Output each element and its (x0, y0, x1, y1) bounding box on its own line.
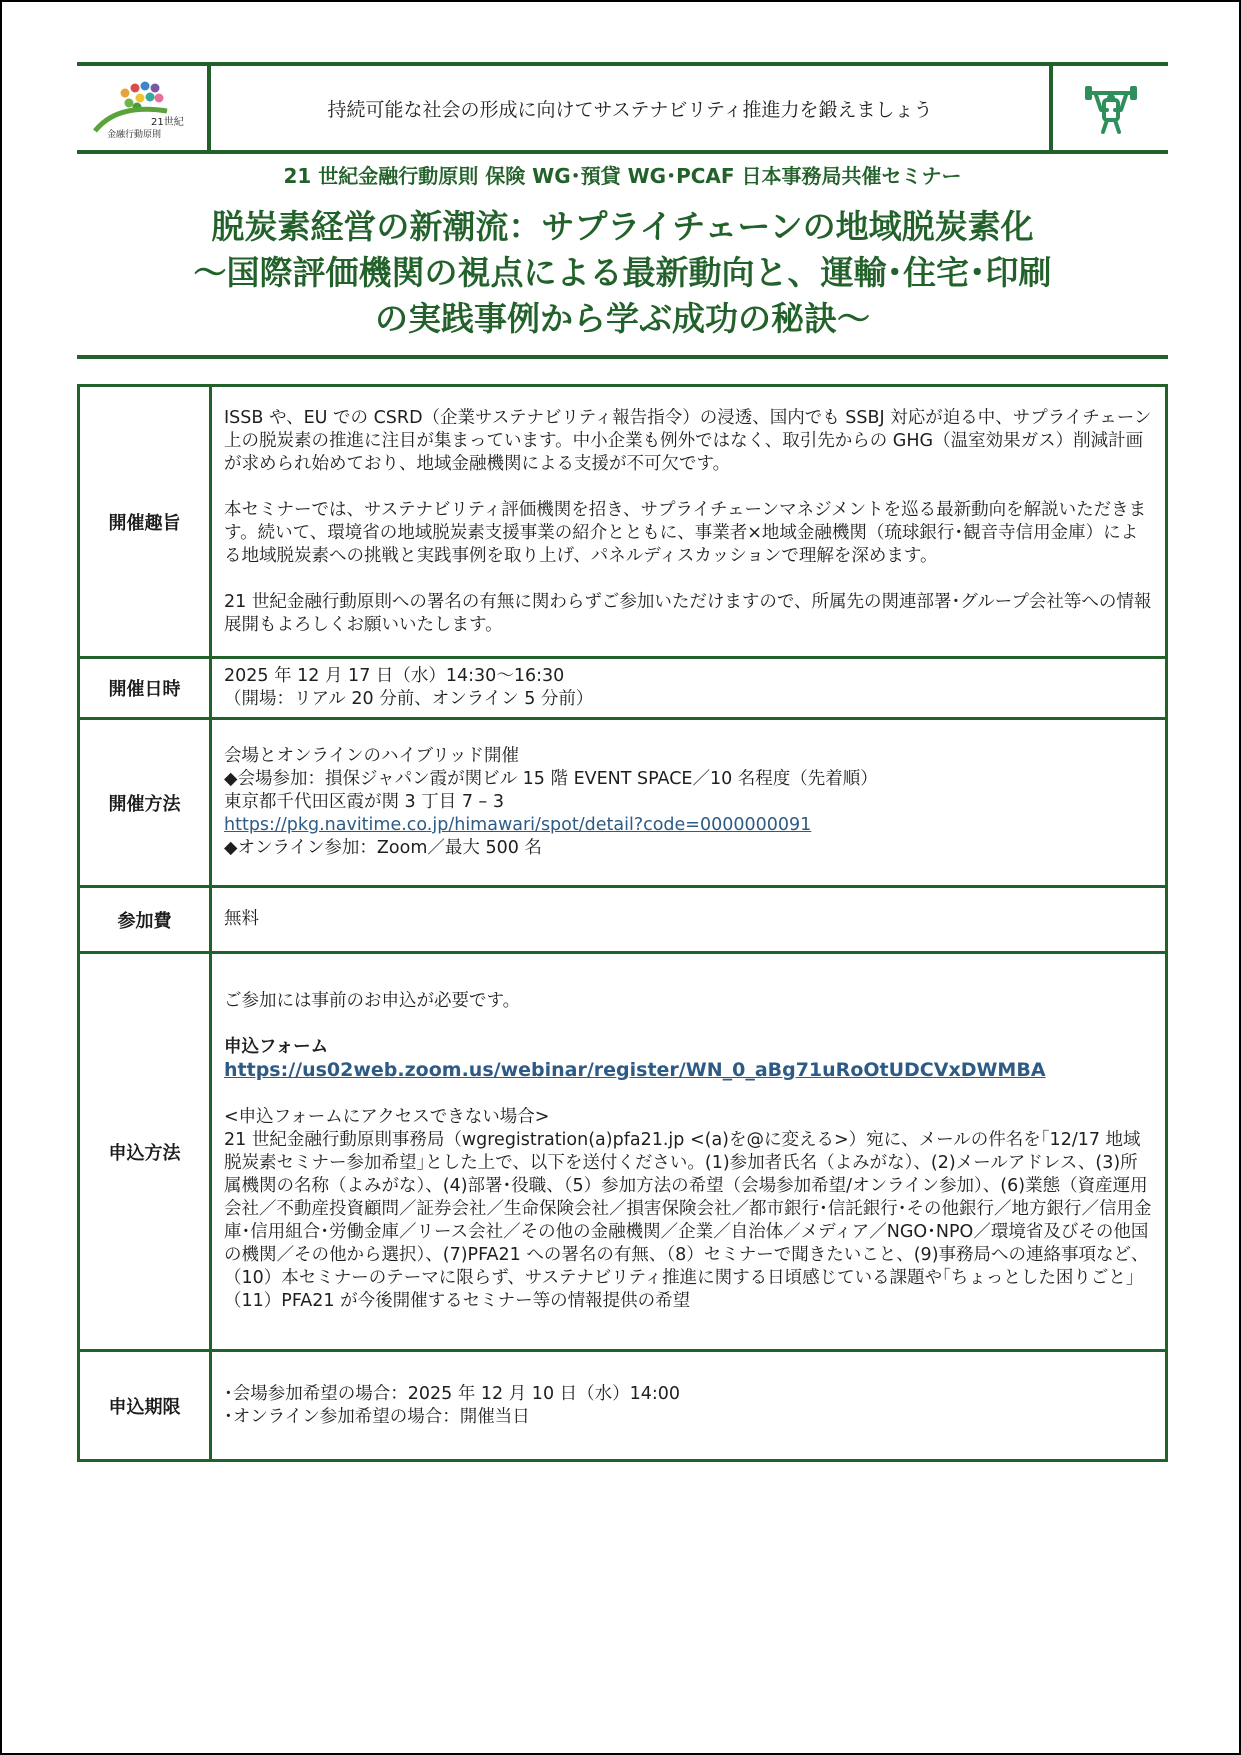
row-method (79, 719, 1167, 887)
method-line-4: ◆オンライン参加：Zoom／最大 500 名 (224, 838, 542, 858)
label-deadline: 申込期限 (79, 1351, 211, 1461)
header-tagline: 持続可能な社会の形成に向けてサステナビリティ推進力を鍛えましょう (327, 98, 933, 121)
method-line-1: 会場とオンラインのハイブリッド開催 (224, 746, 520, 766)
pfa21-logo (77, 66, 211, 150)
label-method: 開催方法 (79, 719, 211, 887)
event-subtitle: 21 世紀金融行動原則 保険 WG･預貸 WG･PCAF 日本事務局共催セミナー (283, 164, 962, 188)
row-purpose (79, 386, 1167, 658)
method-line-3: 東京都千代田区霞が関 3 丁目 7 – 3 (224, 792, 504, 812)
alt-heading: <申込フォームにアクセスできない場合> (224, 1107, 550, 1127)
value-purpose (211, 386, 1167, 658)
method-line-2: ◆会場参加：損保ジャパン霞が関ビル 15 階 EVENT SPACE／10 名程度（先着順） (224, 769, 878, 789)
row-datetime (79, 658, 1167, 719)
svg-text:金融行動原則: 金融行動原則 (107, 130, 162, 140)
logo-graphic (87, 73, 197, 143)
weightlifter-icon (1049, 66, 1168, 150)
apply-intro: ご参加には事前のお申込が必要です。 (224, 991, 521, 1011)
datetime-line-1: 2025 年 12 月 17 日（水）14:30～16:30 (224, 666, 565, 686)
alt-instructions: 21 世紀金融行動原則事務局（wgregistration(a)pfa21.jp <(a)を@に変える>）宛に、メールの件名を｢12/17 地域脱炭素セミナー参加希望｣とした上で、以下を送付ください。(1)参加者氏名（よみがな）、(2)メールアドレス、(3)所属機関の名称（よみがな）、(4)部署･役職、（5）参加方法の希望（会場参加希望/オンライン参加）、(6)業態（資産運用会社／不動産投資顧問／証券会社／生命保険会社／損害保険会社／都市銀行･信託銀行･その他銀行／地方銀行／信用金庫･信用組合･労働金庫／リース会社／その他の金融機関／企業／自治体／メディア／NGO･NPO／環境省及びその他国の機関／その他から選択）、(7)PFA21 への署名の有無、（8）セミナーで聞きたいこと、(9)事務局への連絡事項など、（10）本セミナーのテーマに限らず、サステナビリティ推進に関する日頃感じている課題や｢ちょっとした困りごと｣（11）PFA21 が今後開催するセミナー等の情報提供の希望 (224, 1130, 1152, 1311)
svg-text:21世紀: 21世紀 (151, 117, 184, 128)
deadline-line-1: ･会場参加希望の場合：2025 年 12 月 10 日（水）14:00 (224, 1383, 681, 1404)
purpose-paragraph-2: 本セミナーでは、サステナビリティ評価機関を招き、サプライチェーンマネジメントを巡る最新動向を解説いただきます。続いて、環境省の地域脱炭素支援事業の紹介とともに、事業者×地域金融機関（琉球銀行･観音寺信用金庫）による地域脱炭素への挑戦と実践事例を取り上げ、パネルディスカッションで理解を深めます。 (224, 499, 1147, 566)
header-band (77, 62, 1168, 154)
label-fee: 参加費 (79, 887, 211, 953)
row-deadline (79, 1351, 1167, 1461)
title-line-1: 脱炭素経営の新潮流：サプライチェーンの地域脱炭素化 (211, 207, 1034, 246)
title-line-3: の実践事例から学ぶ成功の秘訣～ (375, 299, 870, 338)
title-line-2: ～国際評価機関の視点による最新動向と、運輸･住宅･印刷 (193, 253, 1052, 292)
registration-form-link[interactable]: https://us02web.zoom.us/webinar/register/WN_0_aBg71uRoOtUDCVxDWMBA (224, 1059, 1046, 1081)
row-apply (79, 953, 1167, 1351)
value-apply (211, 953, 1167, 1351)
value-fee: 無料 (211, 887, 1167, 953)
form-heading: 申込フォーム (224, 1037, 329, 1057)
value-deadline (211, 1351, 1167, 1461)
title-divider (77, 355, 1168, 359)
label-apply: 申込方法 (79, 953, 211, 1351)
purpose-paragraph-3: 21 世紀金融行動原則への署名の有無に関わらずご参加いただけますので、所属先の関連部署･グループ会社等への情報展開もよろしくお願いいたします。 (224, 591, 1152, 635)
label-purpose: 開催趣旨 (79, 386, 211, 658)
event-title (77, 204, 1168, 342)
datetime-line-2: （開場：リアル 20 分前、オンライン 5 分前） (224, 689, 594, 709)
purpose-paragraph-1: ISSB や、EU での CSRD（企業サステナビリティ報告指令）の浸透、国内でも SSBJ 対応が迫る中、サプライチェーン上の脱炭素の推進に注目が集まっています。中小企業も例外ではなく、取引先からの GHG（温室効果ガス）削減計画が求められ始めており、地域金融機関による支援が不可欠です。 (224, 407, 1152, 474)
deadline-line-2: ･オンライン参加希望の場合：開催当日 (224, 1406, 530, 1427)
value-datetime (211, 658, 1167, 719)
value-method (211, 719, 1167, 887)
row-fee (79, 887, 1167, 953)
event-info-table (77, 384, 1168, 1462)
label-datetime: 開催日時 (79, 658, 211, 719)
venue-map-link[interactable]: https://pkg.navitime.co.jp/himawari/spot/detail?code=0000000091 (224, 815, 812, 835)
